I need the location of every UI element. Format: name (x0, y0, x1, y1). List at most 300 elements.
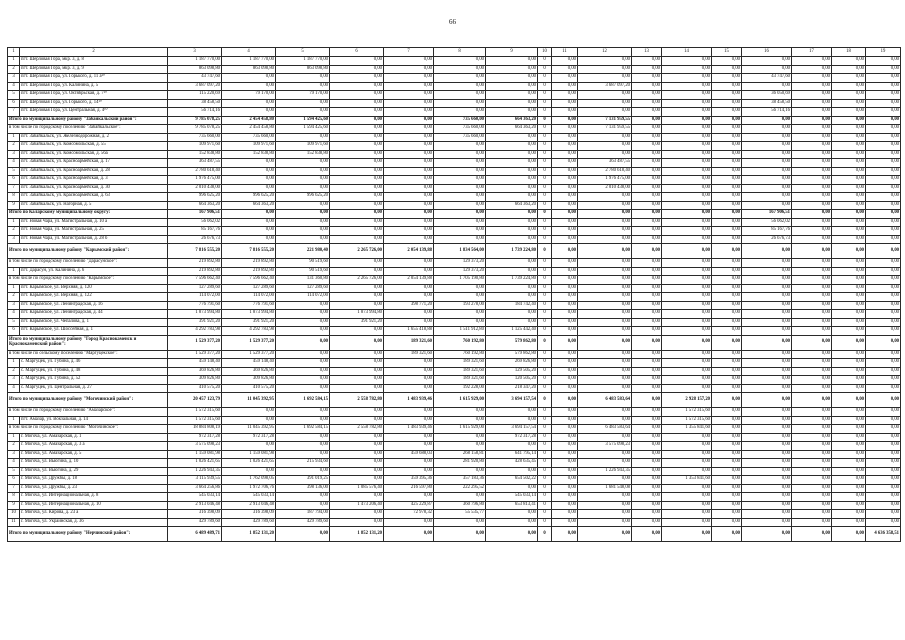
amount-cell: 0,00 (552, 442, 578, 451)
table-row (8, 476, 901, 485)
amount-cell: 0,00 (832, 359, 866, 368)
amount-cell: 0,00 (384, 310, 434, 319)
table-row (8, 433, 901, 442)
amount-cell: 1 692 584,15 (276, 393, 330, 408)
amount-cell: 0 (538, 518, 552, 527)
amount-cell: 0,00 (792, 459, 832, 468)
amount-cell: 0,00 (486, 184, 538, 193)
amount-cell: 0,00 (632, 450, 662, 459)
amount-cell: 0,00 (486, 142, 538, 151)
amount-cell: 0,00 (384, 259, 434, 268)
amount-cell: 0,00 (486, 65, 538, 74)
amount-cell: 0,00 (712, 484, 742, 493)
amount-cell: 129 373,20 (434, 259, 486, 268)
amount-cell: 0,00 (866, 416, 901, 425)
amount-cell: 0,00 (330, 359, 384, 368)
amount-cell: 429 789,60 (168, 518, 222, 527)
amount-cell: 7 131 959,55 (578, 125, 632, 134)
amount-cell: 996 625,20 (276, 193, 330, 202)
amount-cell: 0,00 (384, 159, 434, 168)
amount-cell: 2 054 139,88 (384, 244, 434, 259)
amount-cell: 0,00 (222, 167, 276, 176)
amount-cell: 0,00 (832, 227, 866, 236)
amount-cell: 0 (538, 133, 552, 142)
amount-cell: 0,00 (662, 359, 712, 368)
amount-cell: 6 483 583,64 (578, 425, 632, 434)
amount-cell: 43 747,60 (168, 74, 222, 83)
amount-cell: 0,00 (276, 335, 330, 350)
amount-cell: 0,00 (330, 384, 384, 393)
amount-cell: 0,00 (792, 276, 832, 285)
amount-cell: 0,00 (832, 193, 866, 202)
amount-cell: 0,00 (552, 176, 578, 185)
amount-cell: 0,00 (866, 259, 901, 268)
amount-cell: 0,00 (832, 408, 866, 417)
amount-cell: 0,00 (742, 476, 792, 485)
amount-cell: 0,00 (712, 318, 742, 327)
amount-cell: 0,00 (632, 99, 662, 108)
amount-cell: 0,00 (330, 493, 384, 502)
amount-cell: 0,00 (578, 210, 632, 219)
amount-cell: 0,00 (712, 335, 742, 350)
amount-cell: 664 363,20 (222, 201, 276, 210)
amount-cell: 0,00 (866, 159, 901, 168)
amount-cell: 0 (538, 442, 552, 451)
amount-cell: 0,00 (832, 493, 866, 502)
amount-cell: 2 010 438,00 (168, 184, 222, 193)
amount-cell: 776 791,60 (168, 301, 222, 310)
amount-cell: 0,00 (742, 493, 792, 502)
amount-cell: 0,00 (832, 450, 866, 459)
amount-cell: 2 913 046,48 (168, 501, 222, 510)
amount-cell: 0,00 (330, 125, 384, 134)
amount-cell: 1 972 706,76 (222, 484, 276, 493)
amount-cell: 184 742,40 (486, 301, 538, 310)
amount-cell: 0,00 (712, 442, 742, 451)
amount-cell: 0,00 (712, 501, 742, 510)
amount-cell: 0 (538, 335, 552, 350)
amount-cell: 0,00 (792, 167, 832, 176)
amount-cell: 0 (538, 125, 552, 134)
row-index-cell: 6 (8, 327, 20, 336)
table-row (8, 501, 901, 510)
amount-cell: 0 (538, 450, 552, 459)
amount-cell: 0,00 (384, 201, 434, 210)
amount-cell: 459 688,03 (384, 450, 434, 459)
amount-cell: 0,00 (552, 210, 578, 219)
amount-cell: 0,00 (832, 244, 866, 259)
table-row (8, 82, 901, 91)
amount-cell: 0,00 (552, 108, 578, 117)
amount-cell: 0,00 (276, 327, 330, 336)
amount-cell: 0,00 (434, 518, 486, 527)
amount-cell: 0,00 (866, 367, 901, 376)
amount-cell: 0,00 (578, 459, 632, 468)
amount-cell: 0,00 (742, 327, 792, 336)
amount-cell: 0,00 (866, 244, 901, 259)
amount-cell: 0,00 (866, 227, 901, 236)
amount-cell: 0,00 (792, 57, 832, 66)
amount-cell: 0,00 (712, 91, 742, 100)
amount-cell: 664 363,20 (168, 201, 222, 210)
amount-cell: 0,00 (866, 210, 901, 219)
amount-cell: 56 062,02 (168, 218, 222, 227)
amount-cell: 0,00 (742, 376, 792, 385)
row-index-cell: 2 (8, 142, 20, 151)
row-index-cell: 6 (8, 99, 20, 108)
amount-cell: 357 183,36 (434, 476, 486, 485)
amount-cell: 0,00 (792, 318, 832, 327)
amount-cell: 0,00 (330, 235, 384, 244)
amount-cell: 0,00 (578, 142, 632, 151)
amount-cell: 0,00 (578, 367, 632, 376)
amount-cell: 0,00 (330, 284, 384, 293)
amount-cell: 0,00 (552, 235, 578, 244)
amount-cell: 0,00 (632, 276, 662, 285)
amount-cell: 0,00 (662, 116, 712, 125)
amount-cell: 0,00 (632, 259, 662, 268)
amount-cell: 0,00 (222, 159, 276, 168)
amount-cell: 0,00 (330, 459, 384, 468)
amount-cell: 0,00 (384, 99, 434, 108)
amount-cell: 222 295,52 (434, 484, 486, 493)
amount-cell: 398 136,00 (276, 484, 330, 493)
amount-cell: 0,00 (742, 408, 792, 417)
amount-cell: 0,00 (552, 99, 578, 108)
amount-cell: 0,00 (276, 108, 330, 117)
amount-cell: 0,00 (866, 350, 901, 359)
amount-cell: 0,00 (712, 167, 742, 176)
amount-cell: 129 505,20 (486, 367, 538, 376)
amount-cell: 359 395,36 (384, 476, 434, 485)
column-number-row (8, 48, 901, 57)
amount-cell: 0,00 (434, 293, 486, 302)
column-number-cell: 19 (866, 48, 901, 57)
amount-cell: 0,00 (742, 510, 792, 519)
address-cell: пгт. Шерловая Гора, ул. Центральная, д. 4¹⁰ (20, 108, 168, 117)
amount-cell: 0,00 (832, 318, 866, 327)
amount-cell: 131 360,80 (276, 276, 330, 285)
amount-cell: 0 (538, 293, 552, 302)
amount-cell: 0,00 (662, 99, 712, 108)
amount-cell: 0,00 (792, 267, 832, 276)
amount-cell: 0,00 (330, 91, 384, 100)
amount-cell: 0,00 (662, 484, 712, 493)
amount-cell: 0,00 (434, 310, 486, 319)
amount-cell: 0 (538, 91, 552, 100)
amount-cell: 0,00 (578, 293, 632, 302)
address-cell: г. Могоча, ул. Амазарская, д. 3 а (20, 442, 168, 451)
amount-cell: 1 353 841,60 (662, 476, 712, 485)
amount-cell: 0,00 (552, 367, 578, 376)
amount-cell: 0,00 (792, 108, 832, 117)
amount-cell: 0 (538, 384, 552, 393)
amount-cell: 0,00 (632, 184, 662, 193)
amount-cell: 0,00 (866, 442, 901, 451)
amount-cell: 0,00 (330, 108, 384, 117)
amount-cell: 0 (538, 167, 552, 176)
address-cell: пгт. Шерловая Гора, ул. Октябрьская, д. 7¹⁰ (20, 91, 168, 100)
amount-cell: 0,00 (792, 376, 832, 385)
amount-cell: 1 125 442,40 (486, 327, 538, 336)
amount-cell: 0,00 (866, 82, 901, 91)
row-index-cell: 6 (8, 476, 20, 485)
amount-cell: 0,00 (222, 99, 276, 108)
amount-cell: 0,00 (662, 133, 712, 142)
address-cell: г. Могоча, ул. Интернациональная, д. 8 (20, 493, 168, 502)
amount-cell: 0,00 (662, 459, 712, 468)
amount-cell: 221 980,40 (276, 244, 330, 259)
amount-cell: 664 363,20 (486, 116, 538, 125)
amount-cell: 0,00 (384, 527, 434, 542)
amount-cell: 0,00 (330, 293, 384, 302)
row-index-cell: 5 (8, 318, 20, 327)
amount-cell: 219 892,80 (168, 259, 222, 268)
amount-cell: 0,00 (486, 74, 538, 83)
amount-cell: 0,00 (578, 259, 632, 268)
total-label: Итого по муниципальному району "Могочинский район": (8, 393, 168, 408)
amount-cell: 0,00 (578, 201, 632, 210)
amount-cell: 0 (538, 142, 552, 151)
amount-cell: 1 594 425,60 (276, 125, 330, 134)
address-cell: пгт. Амазар, ул. Вокзальная, д. 14 (20, 416, 168, 425)
amount-cell: 0,00 (832, 425, 866, 434)
amount-cell: 0,00 (384, 467, 434, 476)
amount-cell: 0,00 (832, 116, 866, 125)
amount-cell: 0,00 (712, 159, 742, 168)
row-index-cell: 2 (8, 293, 20, 302)
amount-cell: 0,00 (662, 150, 712, 159)
amount-cell: 0,00 (662, 501, 712, 510)
amount-cell: 0,00 (384, 108, 434, 117)
amount-cell: 0,00 (632, 167, 662, 176)
amount-cell: 11 045 392,95 (222, 393, 276, 408)
amount-cell: 0,00 (742, 310, 792, 319)
amount-cell: 0,00 (632, 501, 662, 510)
amount-cell: 189 321,60 (434, 376, 486, 385)
amount-cell: 0,00 (712, 476, 742, 485)
amount-cell: 0,00 (742, 501, 792, 510)
amount-cell: 0,00 (552, 527, 578, 542)
subtotal-row (8, 350, 901, 359)
amount-cell: 0,00 (276, 99, 330, 108)
amount-cell: 0,00 (276, 376, 330, 385)
amount-cell: 0,00 (486, 518, 538, 527)
amount-cell: 127 289,60 (276, 284, 330, 293)
amount-cell: 641 795,14 (486, 450, 538, 459)
table-row (8, 367, 901, 376)
subtotal-label: в том числе по сельскому поселению "Маргуцекское": (8, 350, 168, 359)
amount-cell: 0,00 (832, 57, 866, 66)
amount-cell: 0,00 (662, 327, 712, 336)
row-index-cell: 1 (8, 133, 20, 142)
amount-cell: 0,00 (384, 142, 434, 151)
amount-cell: 0 (538, 57, 552, 66)
amount-cell: 0,00 (832, 176, 866, 185)
table-row (8, 108, 901, 117)
amount-cell: 0,00 (276, 218, 330, 227)
amount-cell: 398 771,20 (384, 301, 434, 310)
subtotal-label: в том числе по городскому поселению "Амазарское": (8, 408, 168, 417)
amount-cell: 0,00 (552, 159, 578, 168)
amount-cell: 0 (538, 301, 552, 310)
amount-cell: 114 072,00 (276, 293, 330, 302)
row-index-cell: 2 (8, 65, 20, 74)
amount-cell: 0,00 (486, 408, 538, 417)
amount-cell: 0,00 (330, 259, 384, 268)
amount-cell: 0,00 (662, 310, 712, 319)
table-row (8, 467, 901, 476)
subtotal-label: в том числе по городскому поселению "Могочинское": (8, 425, 168, 434)
table-row (8, 384, 901, 393)
amount-cell: 0,00 (712, 184, 742, 193)
amount-cell: 0,00 (330, 167, 384, 176)
address-cell: с. Маргуцек, ул. Губина, д. 46 (20, 359, 168, 368)
amount-cell: 0,00 (276, 384, 330, 393)
amount-cell: 0,00 (632, 210, 662, 219)
amount-cell: 0,00 (742, 193, 792, 202)
amount-cell: 55 535,77 (434, 510, 486, 519)
table-row (8, 327, 901, 336)
address-cell: г. Могоча, ул. Кирова, д. 23 а (20, 510, 168, 519)
amount-cell: 664 363,20 (486, 201, 538, 210)
amount-cell: 0,00 (792, 65, 832, 74)
amount-cell: 1 615 929,00 (434, 393, 486, 408)
amount-cell: 0,00 (276, 493, 330, 502)
amount-cell: 152 838,80 (276, 150, 330, 159)
amount-cell: 0,00 (742, 133, 792, 142)
amount-cell: 0,00 (662, 74, 712, 83)
amount-cell: 0,00 (434, 408, 486, 417)
amount-cell: 410 575,20 (168, 384, 222, 393)
amount-cell: 0,00 (662, 244, 712, 259)
amount-cell: 1 355 841,60 (662, 425, 712, 434)
column-number-cell: 8 (434, 48, 486, 57)
amount-cell: 0,00 (866, 150, 901, 159)
amount-cell: 0,00 (742, 484, 792, 493)
amount-cell: 391 921,20 (168, 318, 222, 327)
amount-cell: 0,00 (552, 82, 578, 91)
total-row (8, 335, 901, 350)
amount-cell: 0,00 (552, 125, 578, 134)
column-number-cell: 9 (486, 48, 538, 57)
table-row (8, 293, 901, 302)
amount-cell: 0,00 (712, 150, 742, 159)
amount-cell: 0,00 (832, 167, 866, 176)
amount-cell: 0,00 (486, 193, 538, 202)
amount-cell: 0,00 (712, 227, 742, 236)
amount-cell: 129 373,20 (434, 267, 486, 276)
amount-cell: 0,00 (384, 359, 434, 368)
amount-cell: 0,00 (866, 91, 901, 100)
amount-cell: 0,00 (552, 65, 578, 74)
row-index-cell: 2 (8, 367, 20, 376)
amount-cell: 0,00 (792, 301, 832, 310)
amount-cell: 0,00 (434, 442, 486, 451)
amount-cell: 0,00 (742, 267, 792, 276)
amount-cell: 0,00 (866, 193, 901, 202)
amount-cell: 0,00 (632, 393, 662, 408)
address-cell: пгт. Забайкальск, ул. Красноармейская, д. 28 (20, 167, 168, 176)
amount-cell: 0,00 (632, 408, 662, 417)
amount-cell: 0,00 (578, 91, 632, 100)
address-cell: с. Маргуцек, ул. Губина, д. 52 (20, 376, 168, 385)
amount-cell: 0,00 (552, 467, 578, 476)
amount-cell: 0,00 (832, 433, 866, 442)
amount-cell: 0,00 (792, 484, 832, 493)
amount-cell: 1 511 912,80 (434, 327, 486, 336)
amount-cell: 0,00 (832, 510, 866, 519)
amount-cell: 0,00 (632, 125, 662, 134)
subtotal-label: в том числе по городскому поселению "Забайкальское": (8, 125, 168, 134)
amount-cell: 1 226 943,35 (168, 467, 222, 476)
amount-cell: 152 838,80 (222, 150, 276, 159)
amount-cell: 109 971,60 (276, 142, 330, 151)
amount-cell: 0,00 (712, 450, 742, 459)
amount-cell: 0,00 (866, 116, 901, 125)
amount-cell: 0,00 (632, 82, 662, 91)
amount-cell: 0,00 (632, 425, 662, 434)
amount-cell: 0 (538, 159, 552, 168)
amount-cell: 0,00 (276, 310, 330, 319)
amount-cell: 0,00 (632, 510, 662, 519)
amount-cell: 0,00 (662, 193, 712, 202)
amount-cell: 0,00 (866, 318, 901, 327)
address-cell: г. Могоча, ул. Дружбы, д. 18 (20, 476, 168, 485)
amount-cell: 0,00 (486, 210, 538, 219)
amount-cell: 0,00 (222, 108, 276, 117)
address-cell: пгт. Новая Чара, ул. Магистральная, д. 28 б (20, 235, 168, 244)
amount-cell: 0,00 (712, 201, 742, 210)
address-cell: пгт. Шерловая Гора, ул. Калинина, д. 5 (20, 82, 168, 91)
amount-cell: 152 838,80 (168, 150, 222, 159)
amount-cell: 0,00 (632, 318, 662, 327)
amount-cell: 0,00 (578, 74, 632, 83)
amount-cell: 0 (538, 467, 552, 476)
amount-cell: 0,00 (712, 518, 742, 527)
amount-cell: 0,00 (662, 510, 712, 519)
amount-cell: 0,00 (330, 518, 384, 527)
amount-cell: 0,00 (632, 65, 662, 74)
amount-cell: 0,00 (578, 350, 632, 359)
amount-cell: 0,00 (486, 235, 538, 244)
amount-cell: 0,00 (632, 476, 662, 485)
amount-cell: 90 519,60 (276, 267, 330, 276)
amount-cell: 0,00 (662, 184, 712, 193)
address-cell: с. Маргуцек, ул. Центральная, д. 27 (20, 384, 168, 393)
amount-cell: 7 816 555,20 (168, 244, 222, 259)
amount-cell: 0,00 (712, 276, 742, 285)
amount-cell: 316 398,09 (168, 510, 222, 519)
amount-cell: 0,00 (276, 367, 330, 376)
amount-cell: 0,00 (632, 467, 662, 476)
amount-cell: 0,00 (662, 276, 712, 285)
amount-cell: 0,00 (632, 384, 662, 393)
amount-cell: 0,00 (632, 293, 662, 302)
amount-cell: 0,00 (578, 57, 632, 66)
amount-cell: 20 457 123,79 (168, 393, 222, 408)
amount-cell: 0,00 (632, 484, 662, 493)
amount-cell: 0,00 (662, 293, 712, 302)
table-row (8, 91, 901, 100)
amount-cell: 0,00 (832, 125, 866, 134)
amount-cell: 0,00 (384, 442, 434, 451)
amount-cell: 545 033,14 (168, 493, 222, 502)
amount-cell: 0,00 (662, 376, 712, 385)
amount-cell: 0,00 (662, 159, 712, 168)
amount-cell: 0,00 (832, 527, 866, 542)
amount-cell: 0,00 (712, 125, 742, 134)
